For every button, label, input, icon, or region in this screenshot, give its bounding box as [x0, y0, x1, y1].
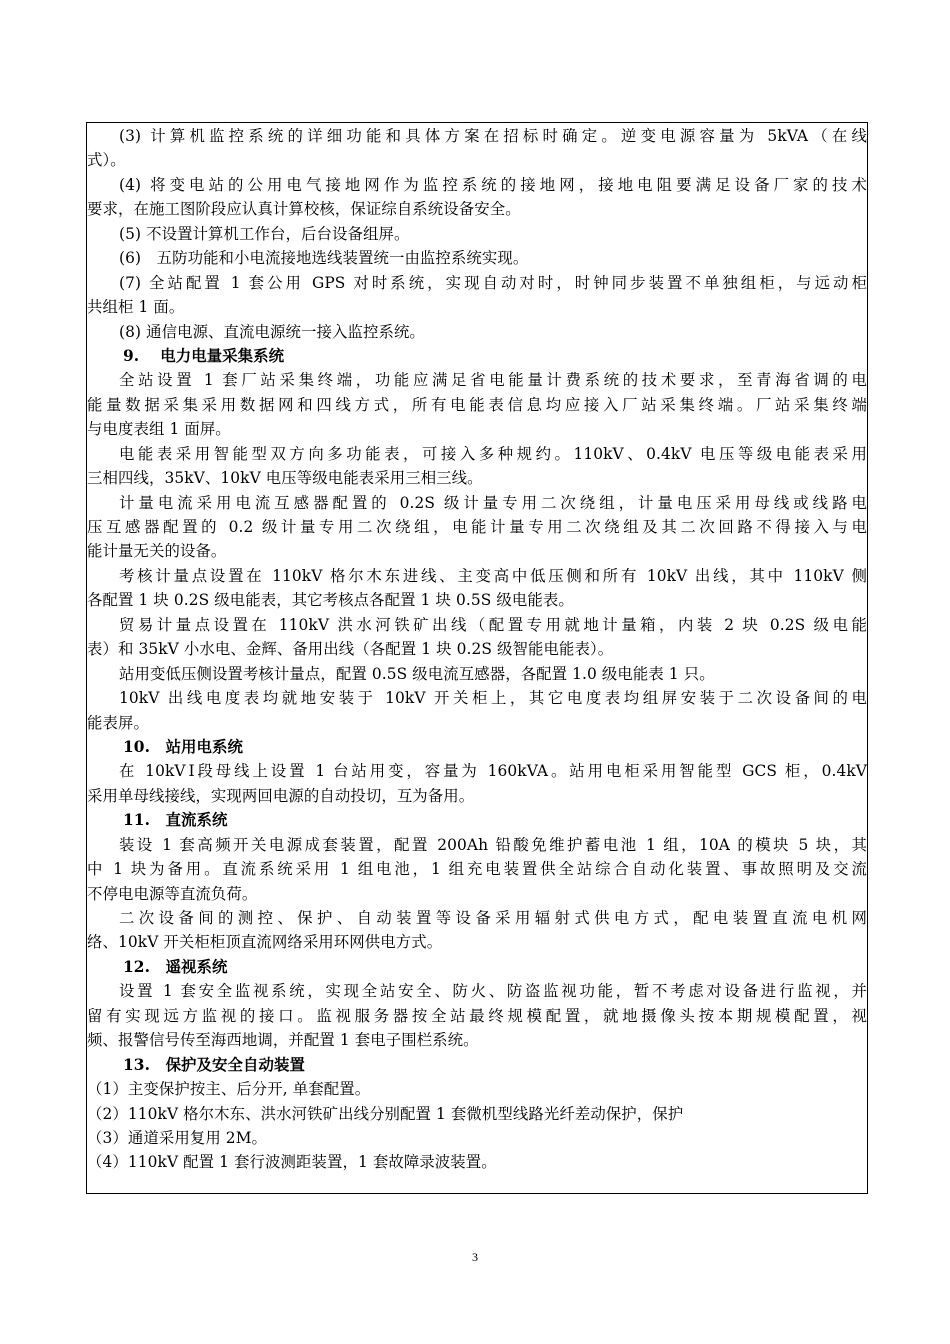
- section-heading: 11. 直流系统: [123, 811, 228, 830]
- text-line: 计量电流采用电流互感器配置的 0.2S 级计量专用二次绕组，计量电压采用母线或线路电: [119, 493, 867, 512]
- text-line: 设置 1 套安全监视系统，实现全站安全、防火、防盗监视功能，暂不考虑对设备进行监视，并: [119, 982, 867, 1001]
- text-line: 考核计量点设置在 110kV 格尔木东进线、主变高中低压侧和所有 10kV 出线，其中 110kV 侧: [119, 566, 867, 585]
- text-line: (8) 通信电源、直流电源统一接入监控系统。: [119, 322, 425, 341]
- section-heading: 9. 电力电量采集系统: [123, 346, 285, 365]
- page-number: 3: [472, 1250, 478, 1264]
- text-line: 能表屏。: [87, 713, 149, 732]
- text-line: 站用变低压侧设置考核计量点，配置 0.5S 级电流互感器，各配置 1.0 级电能表 1 只。: [119, 664, 715, 683]
- text-line: （3）通道采用复用 2M。: [87, 1128, 268, 1147]
- text-line: （1）主变保护按主、后分开, 单套配置。: [87, 1080, 371, 1099]
- text-line: 共组柜 1 面。: [87, 298, 185, 317]
- text-line: 采用单母线接线，实现两回电源的自动投切，互为备用。: [87, 786, 475, 805]
- text-line: 能量数据采集采用数据网和四线方式，所有电能表信息均应接入厂站采集终端。厂站采集终端: [87, 395, 867, 414]
- text-line: (4) 将变电站的公用电气接地网作为监控系统的接地网，接地电阻要满足设备厂家的技术: [119, 175, 867, 194]
- document-body: [87, 124, 867, 1175]
- text-line: (3) 计算机监控系统的详细功能和具体方案在招标时确定。逆变电源容量为 5kVA（在线: [119, 127, 867, 145]
- text-line: 不停电电源等直流负荷。: [87, 884, 258, 903]
- text-line: 贸易计量点设置在 110kV 洪水河铁矿出线（配置专用就地计量箱，内装 2 块 0.2S 级电能: [119, 615, 867, 634]
- text-line: 式）。: [87, 151, 126, 170]
- section-heading: 12. 遥视系统: [123, 957, 228, 976]
- text-line: 表）和 35kV 小水电、金辉、备用出线（各配置 1 块 0.2S 级智能电能表）。: [87, 640, 614, 659]
- section-heading: 10. 站用电系统: [123, 737, 244, 756]
- text-line: （4）110kV 配置 1 套行波测距装置，1 套故障录波装置。: [87, 1153, 497, 1172]
- text-line: 络、10kV 开关柜柜顶直流网络采用环网供电方式。: [87, 933, 443, 952]
- text-line: 在 10kVⅠ段母线上设置 1 台站用变，容量为 160kVA。站用电柜采用智能型 GCS 柜，0.4kV: [119, 762, 867, 781]
- text-line: 电能表采用智能型双方向多功能表，可接入多种规约。110kV、0.4kV 电压等级电能表采用: [119, 444, 867, 463]
- text-line: 二次设备间的测控、保护、自动装置等设备采用辐射式供电方式，配电装置直流电机网: [119, 909, 867, 927]
- text-line: 留有实现远方监视的接口。监视服务器按全站最终规模配置，就地摄像头按本期规模配置，视: [87, 1006, 867, 1025]
- text-line: （2）110kV 格尔木东、洪水河铁矿出线分别配置 1 套微机型线路光纤差动保护，保护: [87, 1104, 684, 1123]
- text-line: (5) 不设置计算机工作台，后台设备组屏。: [119, 224, 410, 243]
- text-line: 频、报警信号传至海西地调，并配置 1 套电子围栏系统。: [87, 1031, 479, 1050]
- text-line: 能计量无关的设备。: [87, 542, 227, 561]
- text-line: 要求，在施工图阶段应认真计算校核，保证综自系统设备安全。: [87, 200, 521, 219]
- section-heading: 13. 保护及安全自动装置: [123, 1055, 305, 1074]
- text-line: 全站设置 1 套厂站采集终端，功能应满足省电能量计费系统的技术要求，至青海省调的电: [119, 371, 867, 390]
- text-line: 三相四线，35kV、10kV 电压等级电能表采用三相三线。: [87, 469, 483, 488]
- text-line: 各配置 1 块 0.2S 级电能表，其它考核点各配置 1 块 0.5S 级电能表。: [87, 591, 574, 610]
- text-line: 压互感器配置的 0.2 级计量专用二次绕组，电能计量专用二次绕组及其二次回路不得接入与电: [87, 518, 867, 536]
- text-line: (6) 五防功能和小电流接地选线装置统一由监控系统实现。: [119, 249, 529, 268]
- text-line: 中 1 块为备用。直流系统采用 1 组电池，1 组充电装置供全站综合自动化装置、事故照明及交流: [87, 860, 867, 879]
- text-line: 与电度表组 1 面屏。: [87, 420, 231, 439]
- text-line: 装设 1 套高频开关电源成套装置，配置 200Ah 铅酸免维护蓄电池 1 组，10A 的模块 5 块，其: [119, 835, 867, 854]
- text-line: 10kV 出线电度表均就地安装于 10kV 开关柜上，其它电度表均组屏安装于二次设备间的电: [119, 689, 867, 708]
- text-line: (7) 全站配置 1 套公用 GPS 对时系统，实现自动对时，时钟同步装置不单独组柜，与远动柜: [119, 273, 867, 292]
